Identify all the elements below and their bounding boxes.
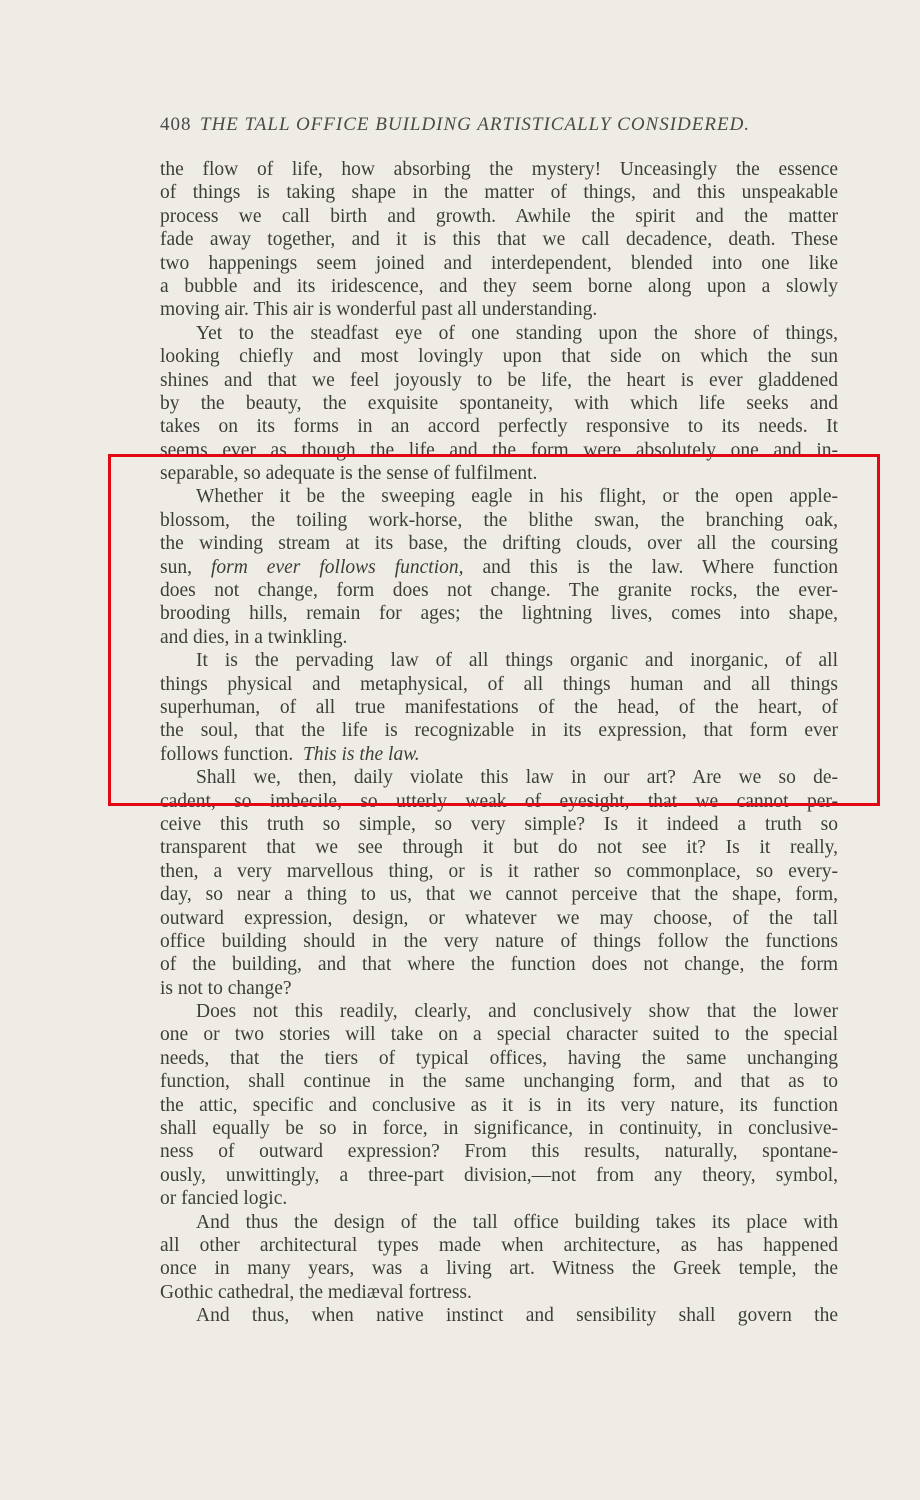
italic-phrase: This is the law. [302, 743, 420, 765]
highlight-box [108, 454, 880, 806]
text-line: the attic, specific and conclusive as it is in its very nature, its function [160, 1094, 838, 1116]
text-line: brooding hills, remain for ages; the lightning lives, comes into shape, [160, 603, 838, 625]
text-line: the winding stream at its base, the drifting clouds, over all the coursing [160, 533, 838, 555]
text-line: one or two stories will take on a special character suited to the special [160, 1024, 838, 1046]
text-line: of things is taking shape in the matter of things, and this unspeakable [160, 182, 838, 204]
text-line: Yet to the steadfast eye of one standing upon the shore of things, [196, 322, 838, 344]
text-line: cadent, so imbecile, so utterly weak of eyesight, that we cannot per- [160, 790, 838, 812]
text-line: transparent that we see through it but do not see it? Is it really, [160, 837, 838, 859]
text-line: Whether it be the sweeping eagle in his flight, or the open apple- [196, 486, 838, 508]
text-line: is not to change? [160, 977, 292, 999]
text-line: a bubble and its iridescence, and they seem borne along upon a slowly [160, 275, 838, 297]
text-line: then, a very marvellous thing, or is it rather so commonplace, so every- [160, 860, 838, 882]
text-segment: and this is the law. Where function [482, 556, 838, 578]
text-line: process we call birth and growth. Awhile the spirit and the matter [160, 205, 838, 227]
text-segment: sun, [160, 556, 192, 578]
text-line: office building should in the very nature of things follow the functions [160, 930, 838, 952]
text-line: things physical and metaphysical, of all things human and all things [160, 673, 838, 695]
text-segment: follows function. [160, 743, 294, 765]
text-line: fade away together, and it is this that we call decadence, death. These [160, 229, 838, 251]
text-line: outward expression, design, or whatever we may choose, of the tall [160, 907, 838, 929]
text-line: and dies, in a twinkling. [160, 626, 348, 648]
text-line: moving air. This air is wonderful past all understanding. [160, 299, 598, 321]
text-line: ceive this truth so simple, so very simple? Is it indeed a truth so [160, 813, 838, 835]
text-line: ness of outward expression? From this results, naturally, spontane- [160, 1141, 838, 1163]
text-line: the soul, that the life is recognizable in its expression, that form ever [160, 720, 838, 742]
text-line: of the building, and that where the function does not change, the form [160, 954, 838, 976]
text-line: superhuman, of all true manifestations of the head, of the heart, of [160, 696, 838, 718]
text-line: shines and that we feel joyously to be life, the heart is ever gladdened [160, 369, 838, 391]
text-line: And thus, when native instinct and sensibility shall govern the [196, 1305, 838, 1327]
italic-phrase: form ever follows function, [210, 556, 464, 578]
text-line: Does not this readily, clearly, and conclusively show that the lower [196, 1001, 838, 1023]
text-line: day, so near a thing to us, that we cannot perceive that the shape, form, [160, 884, 838, 906]
text-line: Gothic cathedral, the mediæval fortress. [160, 1281, 472, 1303]
running-title: THE TALL OFFICE BUILDING ARTISTICALLY CONSIDERED. [200, 114, 751, 135]
page-header [160, 114, 840, 142]
page-number: 408 [160, 114, 192, 135]
text-line: And thus the design of the tall office building takes its place with [196, 1211, 838, 1233]
text-line: It is the pervading law of all things organic and inorganic, of all [196, 650, 838, 672]
text-line: once in many years, was a living art. Witness the Greek temple, the [160, 1258, 838, 1280]
text-line: blossom, the toiling work-horse, the blithe swan, the branching oak, [160, 509, 838, 531]
text-line: separable, so adequate is the sense of fulfilment. [160, 463, 538, 485]
text-line: Shall we, then, daily violate this law in our art? Are we so de- [196, 767, 838, 789]
text-line: seems ever as though the life and the form were absolutely one and in- [160, 439, 838, 461]
text-line: needs, that the tiers of typical offices, having the same unchanging [160, 1047, 838, 1069]
text-line: by the beauty, the exquisite spontaneity, with which life seeks and [160, 392, 838, 414]
text-line: looking chiefly and most lovingly upon that side on which the sun [160, 346, 838, 368]
text-line: or fancied logic. [160, 1188, 288, 1210]
text-line: the flow of life, how absorbing the mystery! Unceasingly the essence [160, 159, 838, 180]
text-line: two happenings seem joined and interdependent, blended into one like [160, 252, 838, 274]
text-line: takes on its forms in an accord perfectly responsive to its needs. It [160, 416, 838, 438]
text-line: shall equally be so in force, in significance, in continuity, in conclusive- [160, 1118, 838, 1140]
text-line: function, shall continue in the same unchanging form, and that as to [160, 1071, 838, 1093]
text-line: all other architectural types made when architecture, as has happened [160, 1234, 838, 1256]
text-line: ously, unwittingly, a three-part division,—not from any theory, symbol, [160, 1164, 838, 1186]
text-line: does not change, form does not change. The granite rocks, the ever- [160, 580, 838, 602]
